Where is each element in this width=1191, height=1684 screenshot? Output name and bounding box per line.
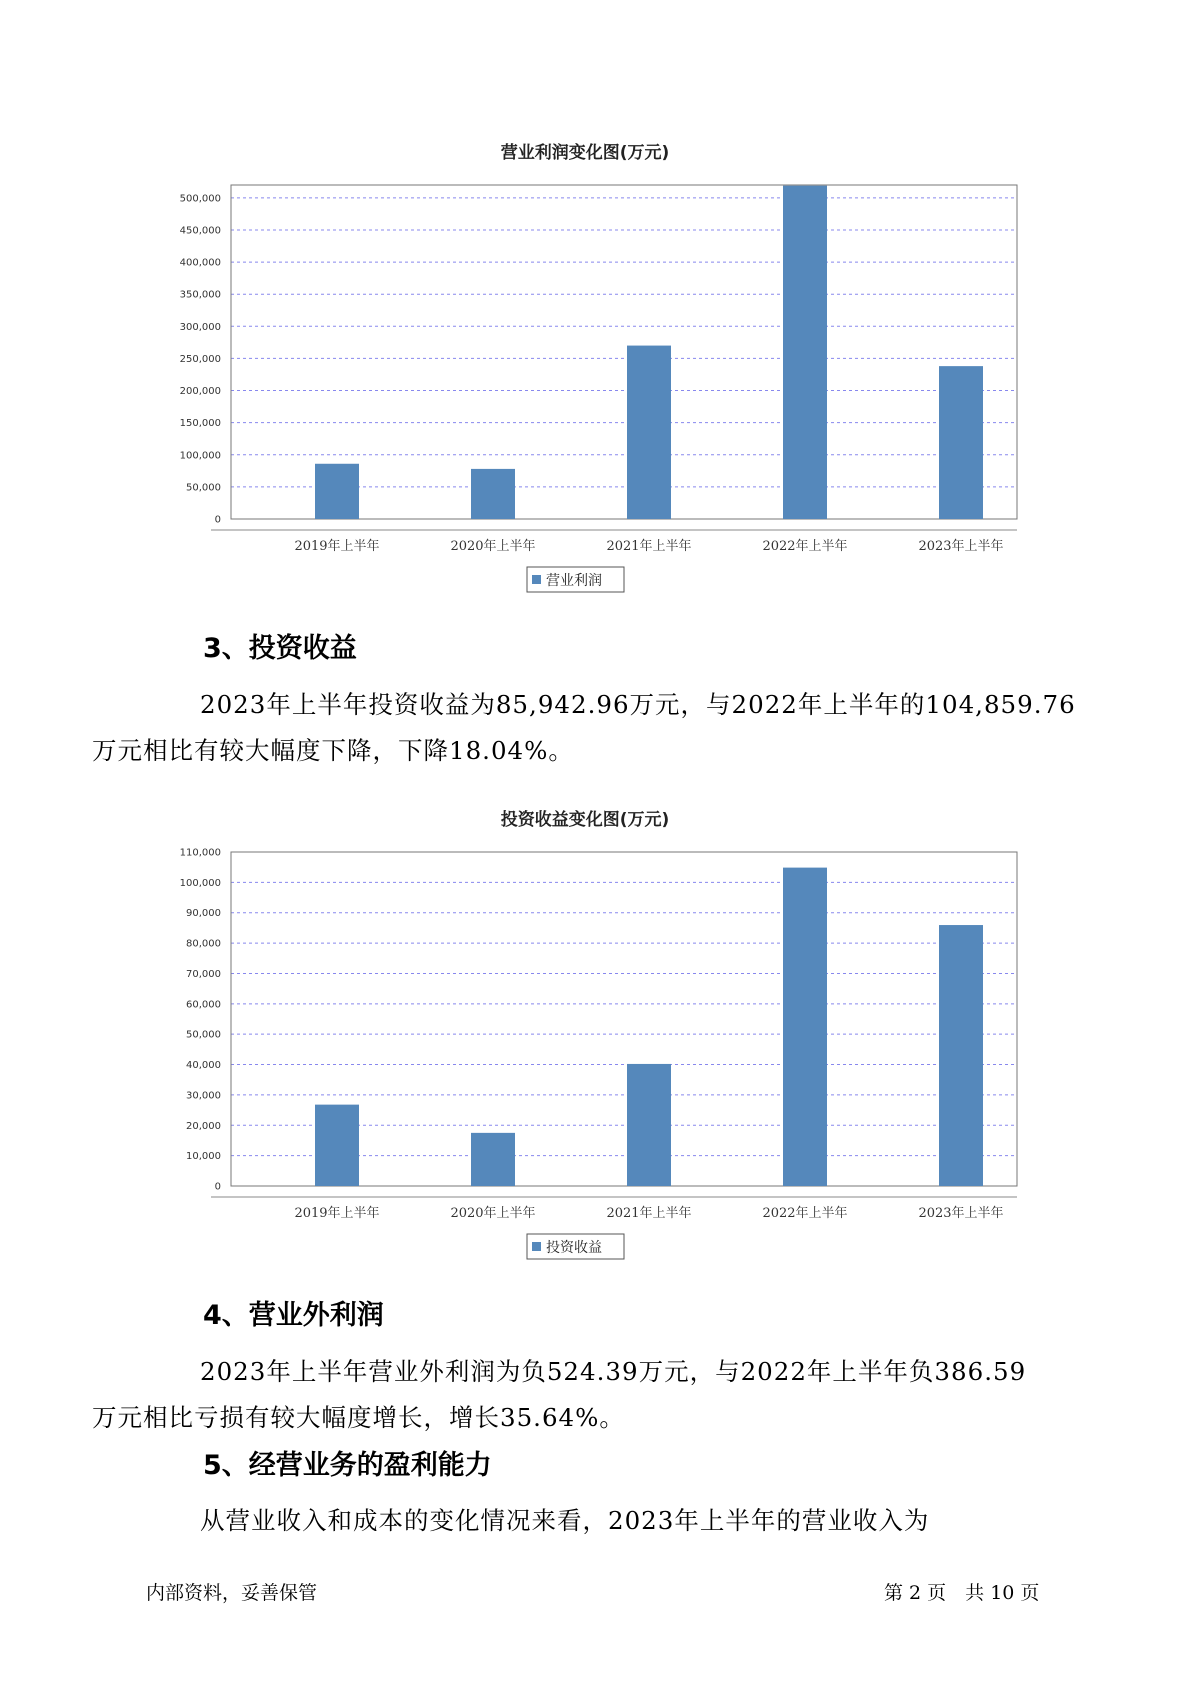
y-tick-label: 450,000 — [179, 225, 221, 237]
x-tick-label: 2022年上半年 — [762, 1206, 848, 1221]
y-tick-label: 90,000 — [186, 908, 221, 920]
y-tick-label: 350,000 — [179, 289, 221, 301]
bar — [627, 1064, 671, 1186]
y-tick-label: 30,000 — [186, 1090, 221, 1102]
y-tick-label: 20,000 — [186, 1120, 221, 1132]
x-tick-label: 2019年上半年 — [294, 1206, 380, 1221]
x-tick-label: 2020年上半年 — [450, 1206, 536, 1221]
x-tick-label: 2023年上半年 — [918, 1206, 1004, 1221]
y-tick-label: 100,000 — [179, 450, 221, 462]
operating-profit-chart — [150, 140, 1020, 590]
y-tick-label: 150,000 — [179, 418, 221, 430]
x-tick-label: 2023年上半年 — [918, 539, 1004, 554]
y-tick-label: 400,000 — [179, 257, 221, 269]
y-tick-label: 50,000 — [186, 482, 221, 494]
y-tick-label: 40,000 — [186, 1060, 221, 1072]
y-tick-label: 200,000 — [179, 386, 221, 398]
legend-label: 投资收益 — [546, 1240, 602, 1256]
profitability-paragraph — [146, 1498, 1086, 1544]
y-tick-label: 60,000 — [186, 999, 221, 1011]
x-tick-label: 2021年上半年 — [606, 539, 692, 554]
investment-heading: 3、投资收益 — [203, 633, 357, 664]
y-tick-label: 10,000 — [186, 1151, 221, 1163]
y-tick-label: 500,000 — [179, 193, 221, 205]
non-operating-paragraph — [92, 1349, 1086, 1441]
profitability-line-1: 从营业收入和成本的变化情况来看，2023年上半年的营业收入为 — [200, 1506, 930, 1535]
legend-label: 营业利润 — [546, 573, 602, 589]
y-tick-label: 70,000 — [186, 968, 221, 980]
investment-income-chart — [150, 807, 1020, 1257]
y-tick-label: 80,000 — [186, 938, 221, 950]
bar — [471, 469, 515, 519]
investment-income-chart-svg — [150, 807, 1020, 1257]
bar — [315, 1105, 359, 1186]
chart-title: 投资收益变化图(万元) — [500, 810, 670, 830]
non-operating-line-2: 万元相比亏损有较大幅度增长，增长35.64%。 — [92, 1403, 625, 1432]
bar — [783, 868, 827, 1186]
bar — [315, 464, 359, 519]
non-operating-line-1: 2023年上半年营业外利润为负524.39万元，与2022年上半年负386.59 — [200, 1357, 1027, 1386]
y-tick-label: 50,000 — [186, 1029, 221, 1041]
investment-paragraph — [92, 682, 1086, 774]
operating-profit-chart-svg — [150, 140, 1020, 590]
x-tick-label: 2021年上半年 — [606, 1206, 692, 1221]
investment-line-2: 万元相比有较大幅度下降，下降18.04%。 — [92, 736, 574, 765]
x-tick-label: 2022年上半年 — [762, 539, 848, 554]
non-operating-heading: 4、营业外利润 — [203, 1300, 384, 1331]
legend-swatch — [532, 575, 541, 584]
x-tick-label: 2019年上半年 — [294, 539, 380, 554]
bar — [939, 366, 983, 519]
footer-confidential: 内部资料，妥善保管 — [146, 1582, 318, 1604]
y-tick-label: 250,000 — [179, 353, 221, 365]
profitability-heading: 5、经营业务的盈利能力 — [203, 1450, 492, 1481]
investment-line-1: 2023年上半年投资收益为85,942.96万元，与2022年上半年的104,859.76 — [200, 690, 1076, 719]
bar — [627, 346, 671, 519]
bar — [783, 186, 827, 519]
x-tick-label: 2020年上半年 — [450, 539, 536, 554]
chart-title: 营业利润变化图(万元) — [500, 143, 670, 163]
y-tick-label: 0 — [214, 1181, 221, 1193]
y-tick-label: 100,000 — [179, 877, 221, 889]
y-tick-label: 110,000 — [179, 847, 221, 859]
bar — [939, 925, 983, 1186]
bar — [471, 1133, 515, 1186]
y-tick-label: 0 — [214, 514, 221, 526]
footer-page-number: 第 2 页 共 10 页 — [884, 1582, 1040, 1604]
y-tick-label: 300,000 — [179, 321, 221, 333]
legend-swatch — [532, 1242, 541, 1251]
